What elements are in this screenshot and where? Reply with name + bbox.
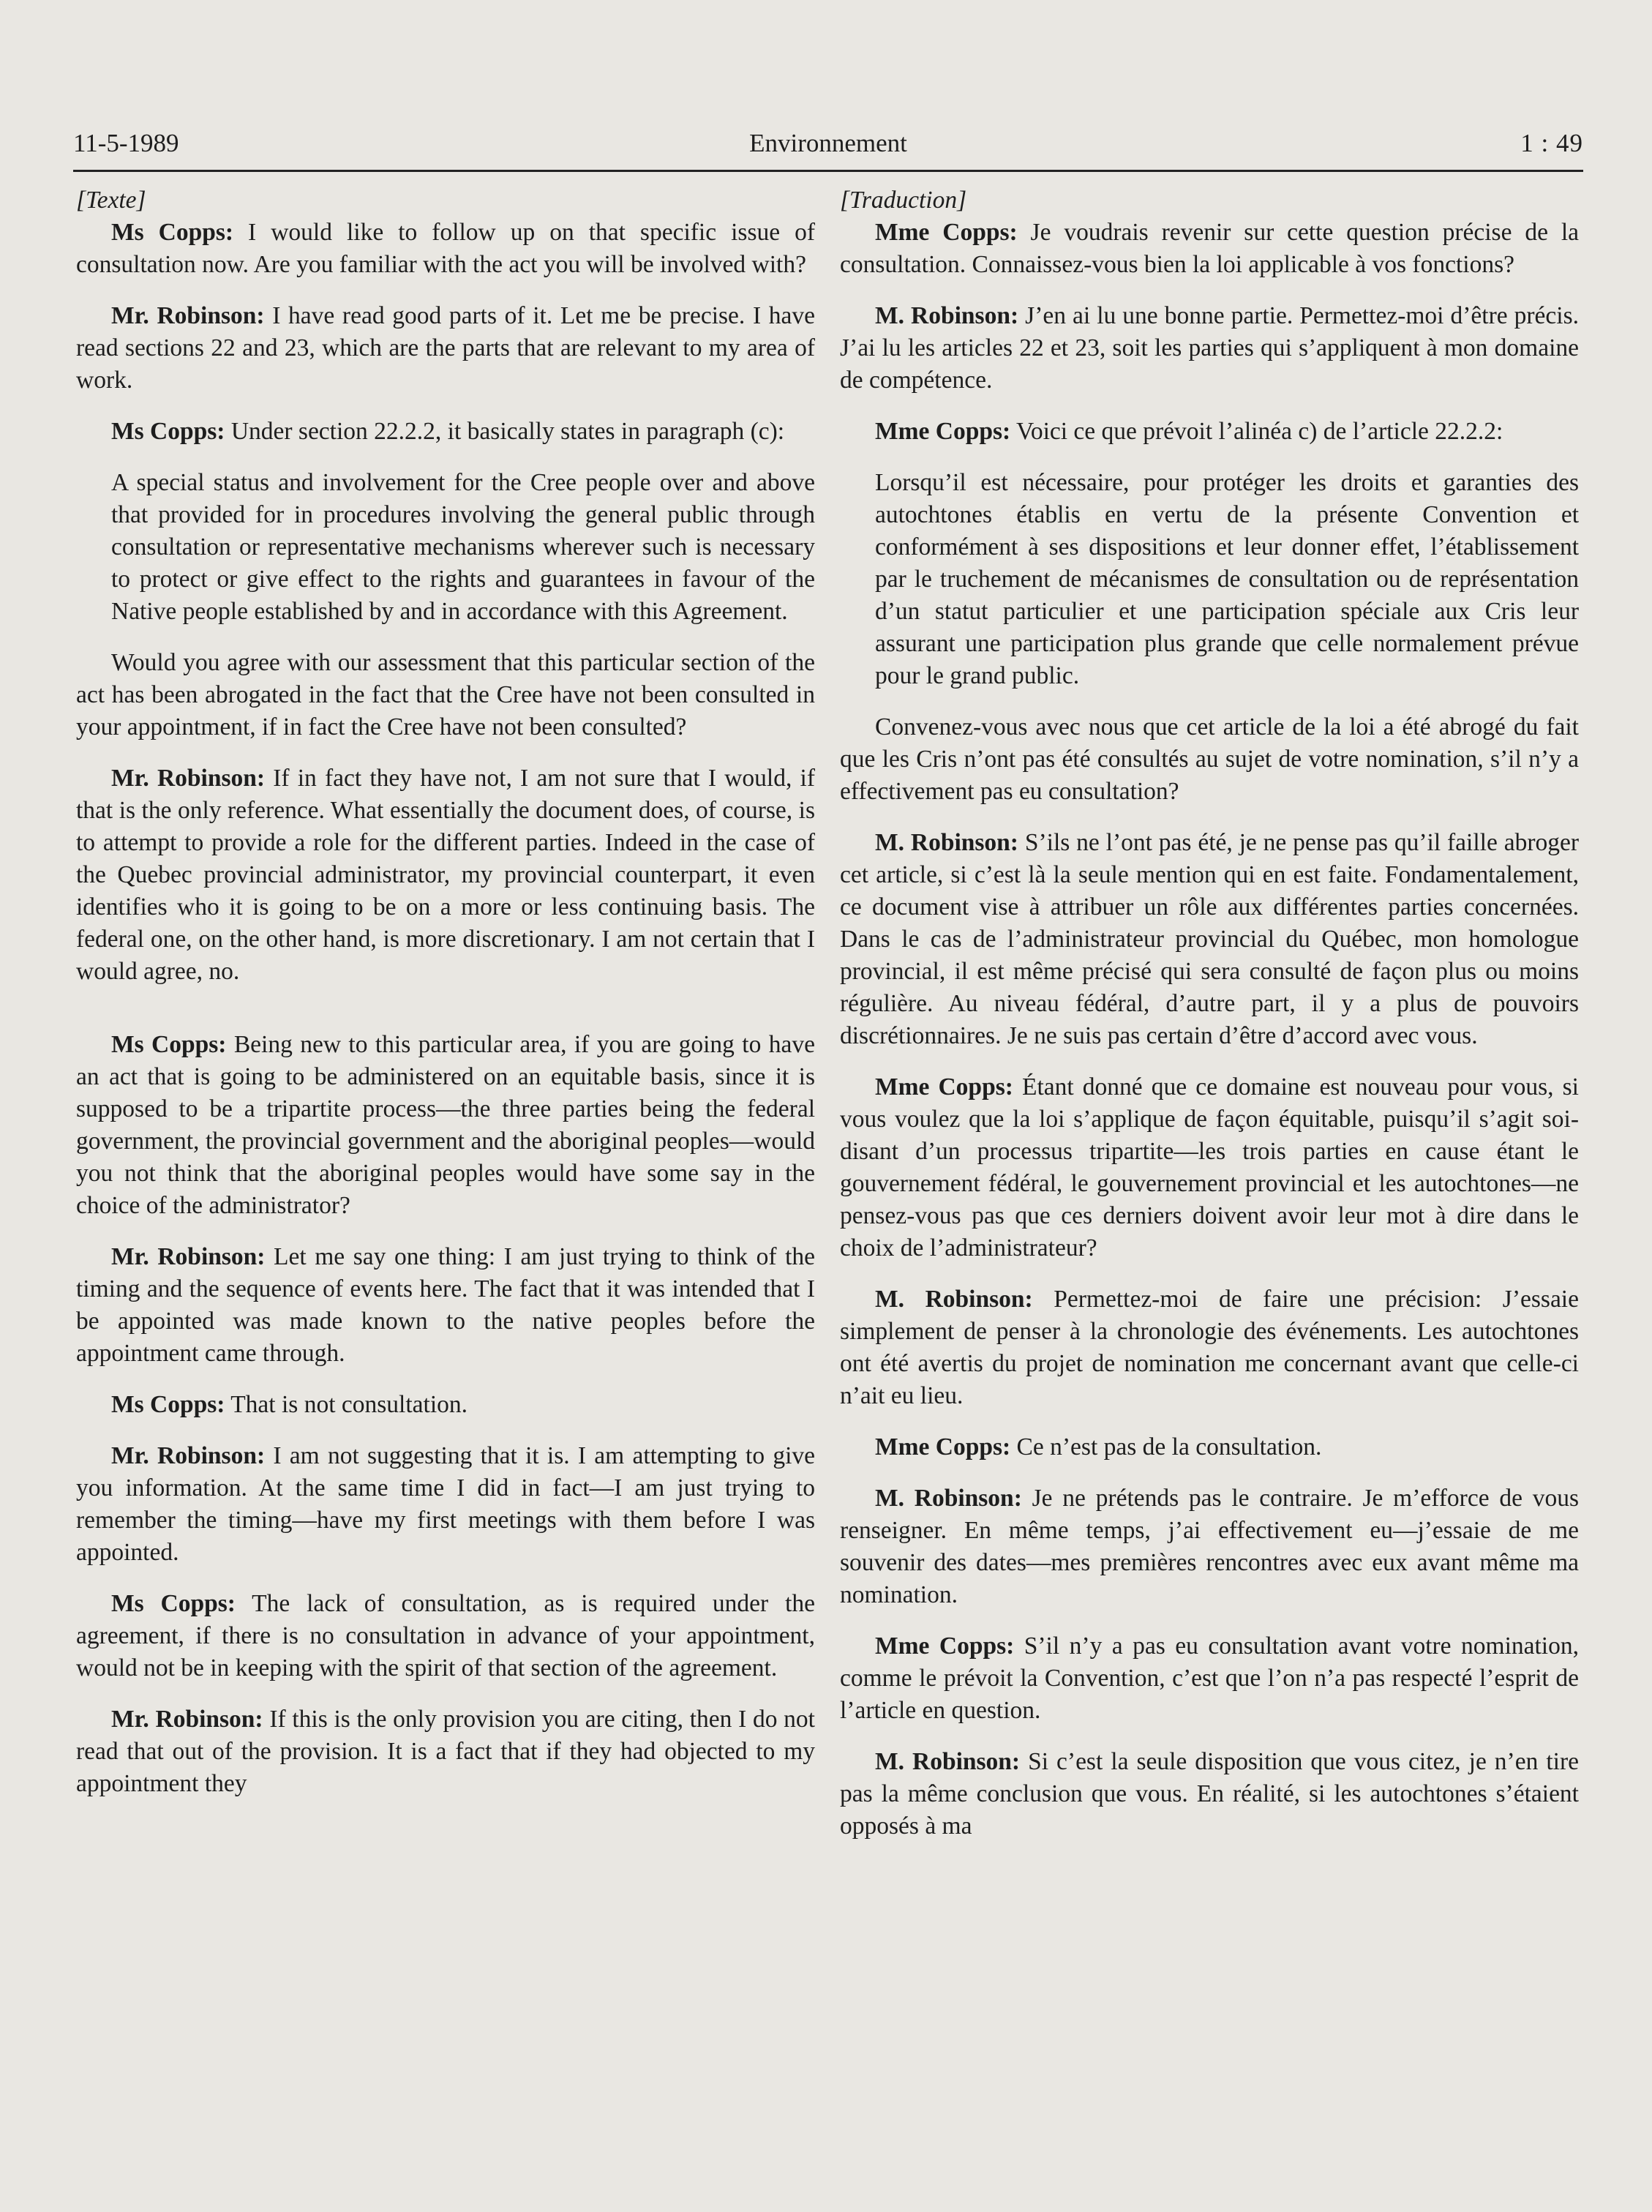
paragraph [76,1440,815,1569]
paragraph [76,217,815,281]
speaker-name: Mr. Robinson: [111,765,266,792]
paragraph [76,1389,815,1421]
paragraph-text: The lack of consultation, as is required under the agreement, if there is no consultation in advance of your appointment, would not be in keeping with the spirit of that section of the agreement. [76,1590,815,1682]
speaker-name: Mme Copps: [875,418,1011,445]
page-header [73,126,1583,168]
speaker-name: Ms Copps: [111,1391,225,1418]
speaker-name: Ms Copps: [111,1590,236,1617]
block-quote [875,467,1579,692]
speaker-name: Mr. Robinson: [111,1706,263,1733]
paragraph [76,300,815,397]
paragraph [840,1071,1579,1264]
paragraph-text: Je ne prétends pas le contraire. Je m’efforce de vous renseigner. En même temps, j’ai effectivement eu—j’essaie de me souvenir des dates—mes premières rencontres avec eux avant même ma nomination. [840,1485,1579,1608]
header-rule [73,170,1583,172]
speaker-name: Mr. Robinson: [111,1442,266,1469]
speaker-name: Mme Copps: [875,1433,1011,1461]
paragraph-text: Under section 22.2.2, it basically states in paragraph (c): [225,418,785,445]
paragraph-text: Let me say one thing: I am just trying to think of the timing and the sequence of events here. The fact that it was intended that I be appointed was made known to the native peoples before the appointment came through. [76,1243,815,1367]
paragraph-text: I am not suggesting that it is. I am attempting to give you information. At the same time I did in fact—I am just trying to remember the timing—have my first meetings with them before I was appointed. [76,1442,815,1566]
paragraph-text: If this is the only provision you are citing, then I do not read that out of the provision. It is a fact that if they had objected to my appointment they [76,1706,815,1797]
paragraph [840,300,1579,397]
paragraph-text: If in fact they have not, I am not sure that I would, if that is the only reference. What essentially the document does, of course, is to attempt to provide a role for the different parties. Indeed in the case of the Quebec provincial administrator, my provincial counterpart, it even identifies who it is going to be on a more or less continuing basis. The federal one, on the other hand, is more discretionary. I am not certain that I would agree, no. [76,765,815,985]
section-tag: [Traduction] [840,187,967,214]
paragraph-text: S’ils ne l’ont pas été, je ne pense pas qu’il faille abroger cet article, si c’est là la seule mention qui en est faite. Fondamentalement, ce document vise à attribuer un rôle aux différentes parties concernées. Dans le cas de l’administrateur provincial du Québec, mon homologue provincial, il est même précisé qui sera consulté de façon plus ou moins régulière. Au niveau fédéral, d’autre part, il y a plus de pouvoirs discrétionnaires. Je ne suis pas certain d’être d’accord avec vous. [840,829,1579,1049]
paragraph-text: Would you agree with our assessment that this particular section of the act has been abrogated in the fact that the Cree have not been consulted in your appointment, if in fact the Cree have not been consulted? [76,649,815,741]
speaker-name: Mme Copps: [875,219,1018,246]
speaker-name: Mr. Robinson: [111,1243,266,1270]
paragraph-text: Étant donné que ce domaine est nouveau pour vous, si vous voulez que la loi s’applique de façon équitable, puisqu’il s’agit soi-disant d’un processus tripartite—les trois parties en cause étant le gouvernement fédéral, le gouvernement provincial et les autochtones—ne pensez-vous pas que ces derniers doivent avoir leur mot à dire dans le choix de l’administrateur? [840,1073,1579,1261]
paragraph-text: S’il n’y a pas eu consultation avant votre nomination, comme le prévoit la Convention, c’est que l’on n’a pas respecté l’esprit de l’article en question. [840,1632,1579,1724]
speaker-name: Ms Copps: [111,219,234,246]
paragraph-text: J’en ai lu une bonne partie. Permettez-moi d’être précis. J’ai lu les articles 22 et 23, soit les parties qui s’appliquent à mon domaine de compétence. [840,302,1579,394]
paragraph [76,647,815,743]
paragraph [76,762,815,988]
paragraph [840,217,1579,281]
header-page-number: 1 : 49 [1520,129,1583,157]
paragraph-text: That is not consultation. [225,1391,468,1418]
paragraph [76,416,815,448]
paragraph [76,1588,815,1684]
paragraph-text: Ce n’est pas de la consultation. [1010,1433,1322,1461]
paragraph [840,827,1579,1052]
paragraph [840,1283,1579,1412]
paragraph [840,416,1579,448]
paragraph-text: I would like to follow up on that specific issue of consultation now. Are you familiar with the act you will be involved with? [76,219,815,278]
left-column [76,184,815,1800]
paragraph-text: Je voudrais revenir sur cette question précise de la consultation. Connaissez-vous bien la loi applicable à vos fonctions? [840,219,1580,278]
speaker-name: M. Robinson: [875,302,1019,329]
paragraph [76,1703,815,1800]
block-quote [111,467,815,628]
section-tag: [Texte] [76,187,146,214]
paragraph-text: Si c’est la seule disposition que vous citez, je n’en tire pas la même conclusion que vous. En réalité, si les autochtones s’étaient opposés à ma [840,1748,1579,1840]
speaker-name: M. Robinson: [875,1286,1033,1313]
paragraph [840,1482,1579,1611]
paragraph [840,1431,1579,1463]
paragraph-text: Voici ce que prévoit l’alinéa c) de l’article 22.2.2: [1010,418,1503,445]
header-date: 11-5-1989 [73,129,179,157]
paragraph [840,711,1579,808]
right-column [840,184,1579,1842]
paragraph-text: Convenez-vous avec nous que cet article de la loi a été abrogé du fait que les Cris n’ont pas été consultés au sujet de votre nomination, s’il n’y a effectivement pas eu consultation? [840,713,1579,805]
speaker-name: Mme Copps: [875,1632,1015,1660]
speaker-name: M. Robinson: [875,1485,1022,1512]
paragraph [76,1241,815,1370]
spacer [76,1007,815,1029]
paragraph-text: I have read good parts of it. Let me be precise. I have read sections 22 and 23, which are the parts that are relevant to my area of work. [76,302,815,394]
paragraph-text: Permettez-moi de faire une précision: J’essaie simplement de penser à la chronologie des événements. Les autochtones ont été avertis du projet de nomination me concernant avant que celle-ci n’ait eu lieu. [840,1286,1579,1409]
speaker-name: Ms Copps: [111,418,225,445]
speaker-name: Mme Copps: [875,1073,1013,1101]
paragraph [840,1630,1579,1727]
paragraph [840,1746,1579,1842]
speaker-name: Mr. Robinson: [111,302,265,329]
paragraph-text: Being new to this particular area, if you are going to have an act that is going to be administered on an equitable basis, since it is supposed to be a tripartite process—the three parties being the federal government, the provincial government and the aboriginal peoples—would you not think that the aboriginal peoples would have some say in the choice of the administrator? [76,1031,815,1219]
speaker-name: M. Robinson: [875,829,1018,856]
quote-text: Lorsqu’il est nécessaire, pour protéger les droits et garanties des autochtones établis en vertu de la présente Convention et conformément à ses dispositions et leur donner effet, l’établissement par le truchement de mécanismes de consultation ou de représentation d’un statut particulier et une participation spéciale aux Cris leur assurant une participation plus grande que celle normalement prévue pour le grand public. [875,469,1579,689]
speaker-name: M. Robinson: [875,1748,1021,1775]
header-title: Environnement [749,129,907,157]
paragraph [76,1029,815,1222]
speaker-name: Ms Copps: [111,1031,227,1058]
quote-text: A special status and involvement for the Cree people over and above that provided for in procedures involving the general public through consultation or representative mechanisms wherever such is necessary to protect or give effect to the rights and guarantees in favour of the Native people established by and in accordance with this Agreement. [111,469,815,625]
